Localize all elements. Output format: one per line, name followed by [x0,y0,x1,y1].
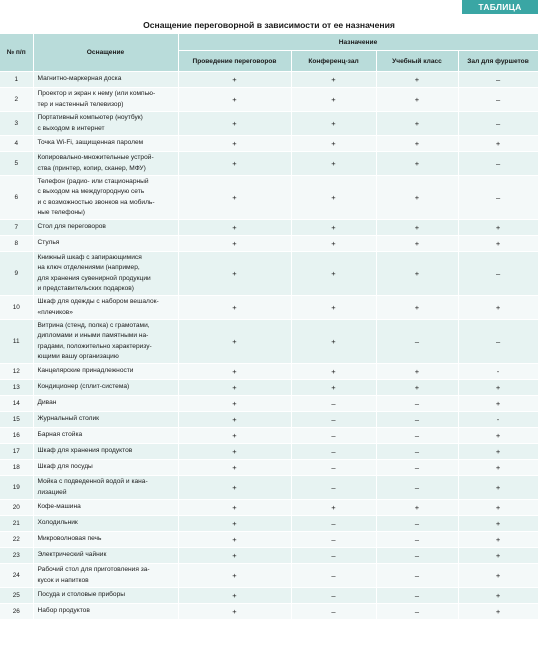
mark-buffet: + [458,236,538,252]
table-row [0,412,538,428]
mark-negotiations: + [178,236,291,252]
mark-conference: + [291,364,376,380]
mark-conference: + [291,380,376,396]
mark-training: + [376,136,458,152]
mark-conference: – [291,476,376,500]
mark-negotiations: + [178,220,291,236]
table-row [0,176,538,220]
row-number: 20 [0,500,33,516]
mark-negotiations: + [178,532,291,548]
equipment-name: Телефон (радио- или стационарный с выходом на междугородную сеть и с возможностью звонков на мобиль- ные телефоны) [33,176,178,220]
row-number: 6 [0,176,33,220]
mark-buffet: – [458,176,538,220]
mark-conference: – [291,412,376,428]
mark-buffet: + [458,516,538,532]
mark-conference: – [291,516,376,532]
mark-conference: – [291,444,376,460]
mark-conference: + [291,88,376,112]
equipment-name: Холодильник [33,516,178,532]
mark-negotiations: + [178,428,291,444]
equipment-name: Канцелярские принадлежности [33,364,178,380]
table-row [0,252,538,296]
mark-training: – [376,460,458,476]
mark-buffet: + [458,444,538,460]
mark-training: + [376,152,458,176]
mark-conference: + [291,136,376,152]
mark-training: + [376,296,458,320]
equipment-name: Шкаф для хранения продуктов [33,444,178,460]
mark-training: – [376,564,458,588]
table-row [0,444,538,460]
row-number: 14 [0,396,33,412]
mark-conference: + [291,176,376,220]
table-row [0,236,538,252]
equipment-name: Посуда и столовые приборы [33,588,178,604]
mark-buffet: + [458,396,538,412]
equipment-name: Барная стойка [33,428,178,444]
mark-negotiations: + [178,112,291,136]
row-number: 5 [0,152,33,176]
mark-conference: + [291,152,376,176]
mark-buffet: – [458,252,538,296]
table-row [0,548,538,564]
equipment-name: Электрический чайник [33,548,178,564]
row-number: 9 [0,252,33,296]
equipment-name: Шкаф для одежды с набором вешалок- «плечиков» [33,296,178,320]
mark-buffet: + [458,296,538,320]
mark-conference: + [291,252,376,296]
mark-training: – [376,396,458,412]
mark-conference: – [291,396,376,412]
mark-conference: + [291,112,376,136]
equipment-name: Портативный компьютер (ноутбук) с выходом в интернет [33,112,178,136]
table-row [0,500,538,516]
table-row [0,564,538,588]
mark-training: + [376,380,458,396]
mark-negotiations: + [178,604,291,620]
mark-buffet: + [458,476,538,500]
row-number: 21 [0,516,33,532]
table-body [0,72,538,620]
mark-training: + [376,364,458,380]
mark-buffet: + [458,548,538,564]
mark-conference: + [291,500,376,516]
row-number: 13 [0,380,33,396]
mark-training: – [376,604,458,620]
mark-conference: – [291,588,376,604]
mark-negotiations: + [178,516,291,532]
equipment-name: Витрина (стенд, полка) с грамотами, дипломами и иными памятными на- градами, положительно характеризу- ющими вашу организацию [33,320,178,364]
equipment-name: Шкаф для посуды [33,460,178,476]
mark-conference: + [291,72,376,88]
row-number: 1 [0,72,33,88]
header-row-top [0,34,538,51]
header-negotiations: Проведение переговоров [178,51,291,72]
table-row [0,136,538,152]
mark-conference: + [291,296,376,320]
mark-training: + [376,88,458,112]
equipment-name: Набор продуктов [33,604,178,620]
row-number: 17 [0,444,33,460]
mark-training: + [376,220,458,236]
mark-conference: – [291,548,376,564]
equipment-name: Микроволновая печь [33,532,178,548]
row-number: 7 [0,220,33,236]
row-number: 19 [0,476,33,500]
equipment-name: Проектор и экран к нему (или компью- тер и настенный телевизор) [33,88,178,112]
mark-negotiations: + [178,176,291,220]
table-row [0,88,538,112]
mark-buffet: - [458,412,538,428]
mark-training: + [376,252,458,296]
equipment-name: Стулья [33,236,178,252]
mark-negotiations: + [178,444,291,460]
mark-negotiations: + [178,72,291,88]
equipment-name: Кофе-машина [33,500,178,516]
table-badge: ТАБЛИЦА [462,0,538,14]
table-row [0,220,538,236]
mark-buffet: + [458,604,538,620]
row-number: 4 [0,136,33,152]
header-num: № п/п [0,34,33,72]
row-number: 18 [0,460,33,476]
mark-buffet: + [458,564,538,588]
mark-training: – [376,320,458,364]
equipment-name: Рабочий стол для приготовления за- кусок и напитков [33,564,178,588]
row-number: 2 [0,88,33,112]
equipment-name: Журнальный столик [33,412,178,428]
equipment-name: Кондиционер (сплит-система) [33,380,178,396]
mark-training: – [376,476,458,500]
mark-training: + [376,236,458,252]
equipment-name: Стол для переговоров [33,220,178,236]
row-number: 16 [0,428,33,444]
row-number: 12 [0,364,33,380]
mark-conference: – [291,604,376,620]
mark-negotiations: + [178,396,291,412]
equipment-name: Точка Wi-Fi, защищенная паролем [33,136,178,152]
row-number: 8 [0,236,33,252]
mark-training: + [376,500,458,516]
mark-buffet: + [458,532,538,548]
mark-buffet: + [458,136,538,152]
mark-conference: – [291,564,376,588]
table-row [0,112,538,136]
mark-conference: – [291,460,376,476]
mark-negotiations: + [178,296,291,320]
header-equipment: Оснащение [33,34,178,72]
row-number: 26 [0,604,33,620]
equipment-table [0,34,538,620]
mark-negotiations: + [178,136,291,152]
mark-negotiations: + [178,548,291,564]
header-training: Учебный класс [376,51,458,72]
mark-conference: + [291,220,376,236]
header-buffet: Зал для фуршетов [458,51,538,72]
equipment-name: Копировально-множительные устрой- ства (принтер, копир, сканер, МФУ) [33,152,178,176]
table-row [0,516,538,532]
equipment-name: Мойка с подведенной водой и кана- лизацией [33,476,178,500]
mark-conference: – [291,428,376,444]
mark-training: – [376,516,458,532]
table-row [0,72,538,88]
mark-negotiations: + [178,588,291,604]
mark-negotiations: + [178,412,291,428]
mark-buffet: + [458,380,538,396]
table-row [0,152,538,176]
mark-buffet: – [458,88,538,112]
mark-training: – [376,444,458,460]
mark-training: + [376,72,458,88]
mark-training: – [376,548,458,564]
equipment-name: Книжный шкаф с запирающимися на ключ отделениями (например, для хранения сувенирной продукции и представительских подарков) [33,252,178,296]
mark-negotiations: + [178,364,291,380]
row-number: 25 [0,588,33,604]
mark-training: + [376,112,458,136]
mark-buffet: + [458,460,538,476]
equipment-name: Диван [33,396,178,412]
mark-training: – [376,412,458,428]
mark-conference: + [291,236,376,252]
mark-buffet: - [458,364,538,380]
mark-buffet: + [458,220,538,236]
table-row [0,320,538,364]
mark-negotiations: + [178,476,291,500]
row-number: 3 [0,112,33,136]
mark-negotiations: + [178,320,291,364]
row-number: 23 [0,548,33,564]
mark-negotiations: + [178,252,291,296]
mark-conference: + [291,320,376,364]
mark-negotiations: + [178,380,291,396]
mark-buffet: – [458,152,538,176]
table-row [0,296,538,320]
mark-training: – [376,532,458,548]
row-number: 10 [0,296,33,320]
table-row [0,396,538,412]
equipment-name: Магнитно-маркерная доска [33,72,178,88]
mark-training: – [376,588,458,604]
top-bar [0,0,538,14]
mark-buffet: + [458,500,538,516]
mark-negotiations: + [178,152,291,176]
row-number: 22 [0,532,33,548]
header-purpose: Назначение [178,34,538,51]
table-row [0,460,538,476]
mark-buffet: + [458,588,538,604]
mark-buffet: – [458,320,538,364]
mark-negotiations: + [178,88,291,112]
table-row [0,364,538,380]
table-row [0,604,538,620]
table-row [0,380,538,396]
mark-training: + [376,176,458,220]
mark-negotiations: + [178,564,291,588]
table-row [0,532,538,548]
mark-buffet: – [458,72,538,88]
mark-conference: – [291,532,376,548]
mark-buffet: + [458,428,538,444]
mark-training: – [376,428,458,444]
mark-negotiations: + [178,500,291,516]
table-row [0,476,538,500]
table-row [0,588,538,604]
table-title: Оснащение переговорной в зависимости от ее назначения [143,20,395,30]
mark-negotiations: + [178,460,291,476]
mark-buffet: – [458,112,538,136]
row-number: 24 [0,564,33,588]
table-row [0,428,538,444]
header-conference: Конференц-зал [291,51,376,72]
row-number: 11 [0,320,33,364]
row-number: 15 [0,412,33,428]
